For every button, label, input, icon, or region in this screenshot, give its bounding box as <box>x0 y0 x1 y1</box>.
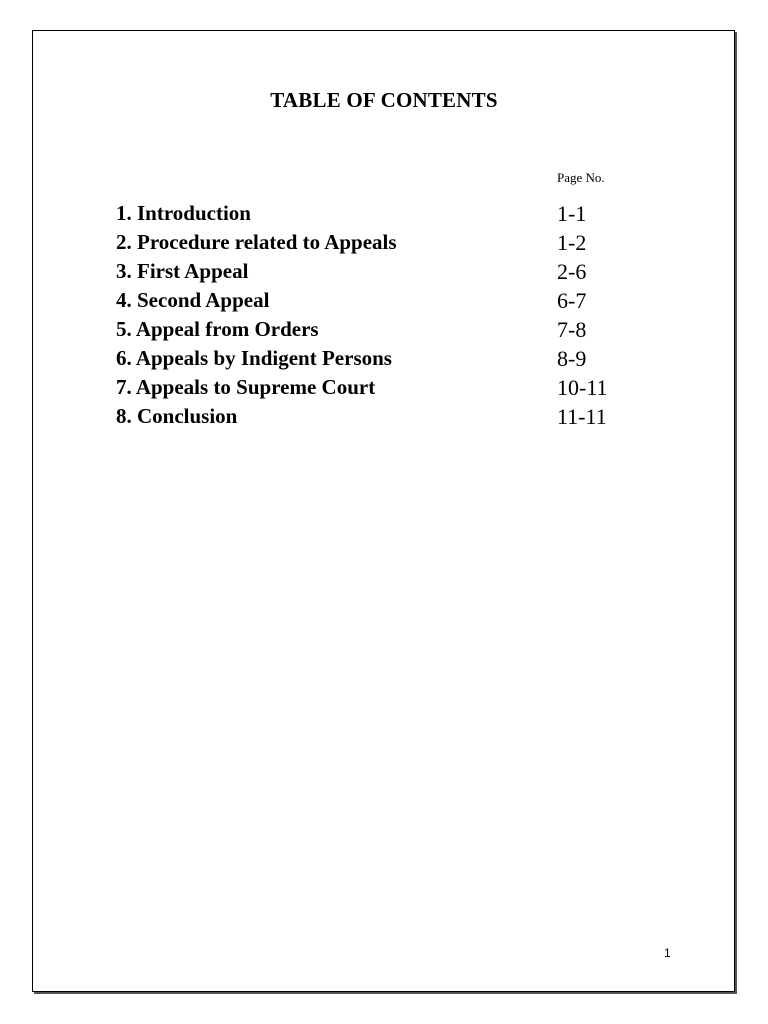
footer-page-number: 1 <box>664 946 671 960</box>
toc-entry-label: 8. Conclusion <box>116 404 238 428</box>
toc-entry-pages: 6-7 <box>557 288 587 313</box>
toc-entry <box>116 229 636 258</box>
toc-entry-pages: 1-2 <box>557 230 587 255</box>
page-title: TABLE OF CONTENTS <box>270 88 498 112</box>
toc-entry-pages: 7-8 <box>557 317 587 342</box>
toc-entry <box>116 316 636 345</box>
page-no-column-header: Page No. <box>557 170 605 185</box>
toc-entry <box>116 258 636 287</box>
toc-entry-pages: 11-11 <box>557 404 607 429</box>
toc-entry-pages: 1-1 <box>557 201 587 226</box>
toc-entry <box>116 345 636 374</box>
toc-entry-pages: 2-6 <box>557 259 587 284</box>
toc-entry-pages: 10-11 <box>557 375 608 400</box>
toc-list <box>116 200 636 432</box>
toc-entry-label: 2. Procedure related to Appeals <box>116 230 397 254</box>
toc-entry <box>116 374 636 403</box>
page-border <box>32 30 735 992</box>
toc-entry-label: 4. Second Appeal <box>116 288 270 312</box>
toc-entry-label: 6. Appeals by Indigent Persons <box>116 346 392 370</box>
toc-entry <box>116 287 636 316</box>
toc-entry-label: 7. Appeals to Supreme Court <box>116 375 376 399</box>
toc-entry-pages: 8-9 <box>557 346 587 371</box>
toc-entry <box>116 200 636 229</box>
toc-entry-label: 3. First Appeal <box>116 259 249 283</box>
toc-entry-label: 5. Appeal from Orders <box>116 317 319 341</box>
toc-entry <box>116 403 636 432</box>
toc-entry-label: 1. Introduction <box>116 201 251 225</box>
